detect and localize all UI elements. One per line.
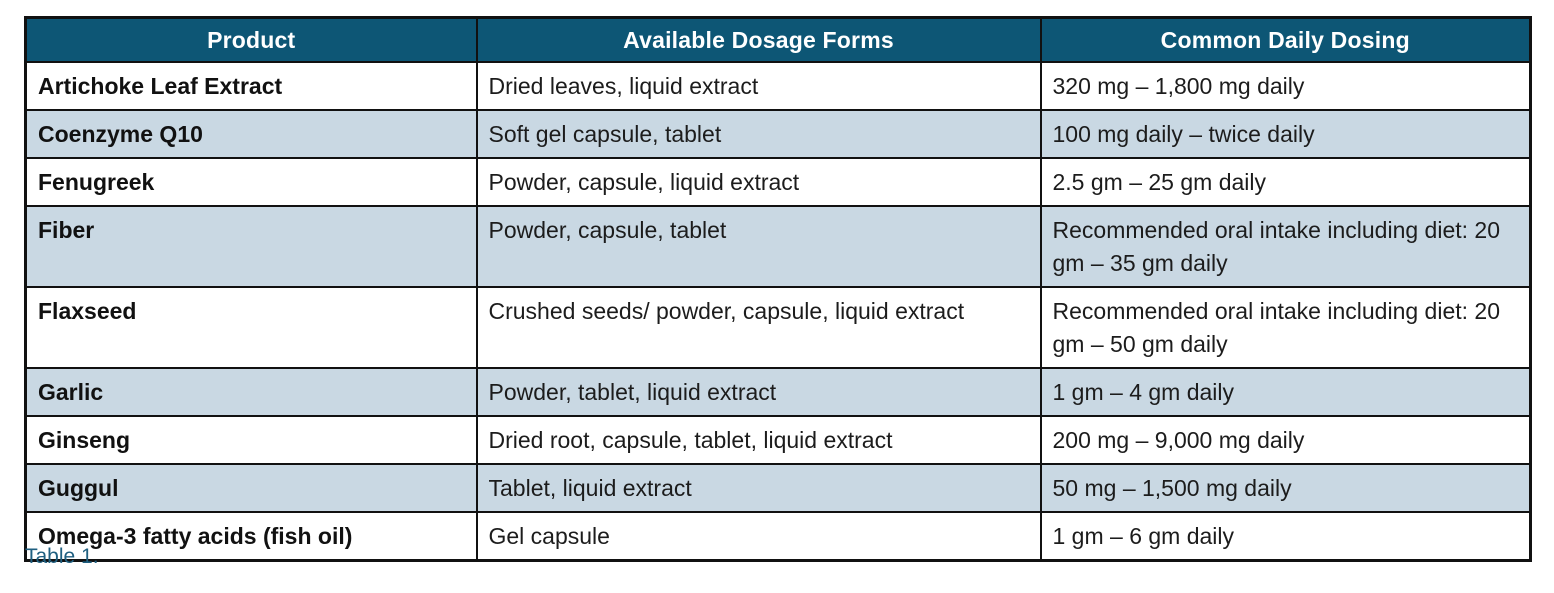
table-row (26, 416, 1531, 464)
product-cell: Fenugreek (26, 158, 477, 206)
daily-dosing-cell: 320 mg – 1,800 mg daily (1041, 62, 1531, 110)
daily-dosing-cell: Recommended oral intake including diet: 20 gm – 50 gm daily (1041, 287, 1531, 368)
dosage-forms-cell: Powder, capsule, liquid extract (477, 158, 1041, 206)
daily-dosing-cell: 200 mg – 9,000 mg daily (1041, 416, 1531, 464)
daily-dosing-cell: 2.5 gm – 25 gm daily (1041, 158, 1531, 206)
dosage-forms-cell: Dried root, capsule, tablet, liquid extract (477, 416, 1041, 464)
daily-dosing-cell: Recommended oral intake including diet: 20 gm – 35 gm daily (1041, 206, 1531, 287)
table-caption: Table 1. (25, 545, 99, 568)
dosage-forms-cell: Tablet, liquid extract (477, 464, 1041, 512)
product-cell: Fiber (26, 206, 477, 287)
table-header-row (26, 18, 1531, 63)
table-row (26, 287, 1531, 368)
product-cell: Flaxseed (26, 287, 477, 368)
table-row (26, 368, 1531, 416)
product-cell: Ginseng (26, 416, 477, 464)
header-daily-dosing: Common Daily Dosing (1041, 18, 1531, 63)
dosage-forms-cell: Gel capsule (477, 512, 1041, 561)
product-cell: Garlic (26, 368, 477, 416)
table-row (26, 464, 1531, 512)
table-row (26, 62, 1531, 110)
table-row (26, 512, 1531, 561)
table-row (26, 110, 1531, 158)
daily-dosing-cell: 1 gm – 4 gm daily (1041, 368, 1531, 416)
dosage-forms-cell: Crushed seeds/ powder, capsule, liquid extract (477, 287, 1041, 368)
dosage-forms-cell: Powder, capsule, tablet (477, 206, 1041, 287)
table-row (26, 206, 1531, 287)
product-cell: Coenzyme Q10 (26, 110, 477, 158)
dosing-table (24, 16, 1532, 562)
header-dosage-forms: Available Dosage Forms (477, 18, 1041, 63)
product-cell: Omega-3 fatty acids (fish oil) (26, 512, 477, 561)
daily-dosing-cell: 50 mg – 1,500 mg daily (1041, 464, 1531, 512)
product-cell: Artichoke Leaf Extract (26, 62, 477, 110)
dosage-forms-cell: Powder, tablet, liquid extract (477, 368, 1041, 416)
dosing-table-container (24, 16, 1529, 562)
product-cell: Guggul (26, 464, 477, 512)
table-row (26, 158, 1531, 206)
dosage-forms-cell: Dried leaves, liquid extract (477, 62, 1041, 110)
daily-dosing-cell: 1 gm – 6 gm daily (1041, 512, 1531, 561)
daily-dosing-cell: 100 mg daily – twice daily (1041, 110, 1531, 158)
dosage-forms-cell: Soft gel capsule, tablet (477, 110, 1041, 158)
header-product: Product (26, 18, 477, 63)
